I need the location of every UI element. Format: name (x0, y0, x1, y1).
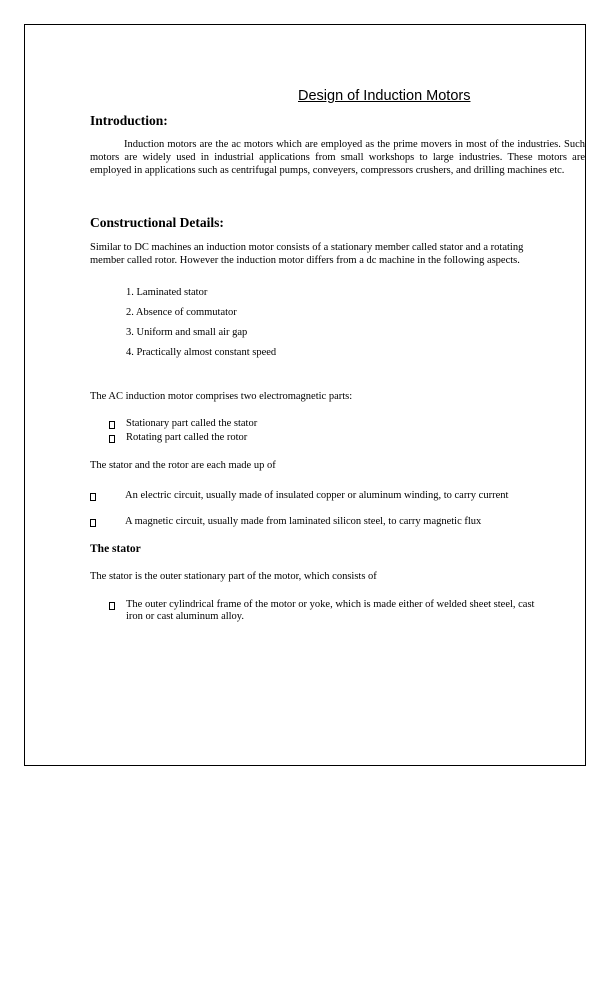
parts-item: Stationary part called the stator (126, 418, 258, 429)
constructional-paragraph: Similar to DC machines an induction motor consists of a stationary member called stator and a rotating member called rotor. However the induction motor differs from a dc machine in the following aspects. (90, 242, 524, 266)
stator-intro: The stator is the outer stationary part of the motor, which consists of (90, 571, 377, 582)
aspect-item: 3. Uniform and small air gap (126, 327, 248, 338)
page-title: Design of Induction Motors (298, 88, 471, 104)
square-bullet-icon (90, 519, 96, 527)
square-bullet-icon (109, 435, 115, 443)
square-bullet-icon (109, 421, 115, 429)
madeup-item: An electric circuit, usually made of insulated copper or aluminum winding, to carry current (125, 490, 509, 501)
aspect-item: 4. Practically almost constant speed (126, 347, 277, 358)
introduction-heading: Introduction: (90, 113, 168, 128)
aspect-item: 2. Absence of commutator (126, 307, 237, 318)
square-bullet-icon (90, 493, 96, 501)
parts-item: Rotating part called the rotor (126, 432, 248, 443)
stator-item: The outer cylindrical frame of the motor or yoke, which is made either of welded sheet steel, cast iron or cast aluminum alloy. (126, 599, 535, 622)
aspect-item: 1. Laminated stator (126, 287, 208, 298)
introduction-paragraph: Induction motors are the ac motors which are employed as the prime movers in most of the industries. Such motors are widely used in industrial applications from small workshops to large industries. These motors are employed in applications such as centrifugal pumps, conveyers, compressors crushers, and drilling machines etc. (90, 139, 585, 176)
parts-intro: The AC induction motor comprises two electromagnetic parts: (90, 391, 353, 402)
madeup-intro: The stator and the rotor are each made up of (90, 460, 276, 471)
square-bullet-icon (109, 602, 115, 610)
stator-heading: The stator (90, 543, 141, 555)
madeup-item: A magnetic circuit, usually made from laminated silicon steel, to carry magnetic flux (125, 516, 482, 527)
constructional-heading: Constructional Details: (90, 215, 224, 230)
